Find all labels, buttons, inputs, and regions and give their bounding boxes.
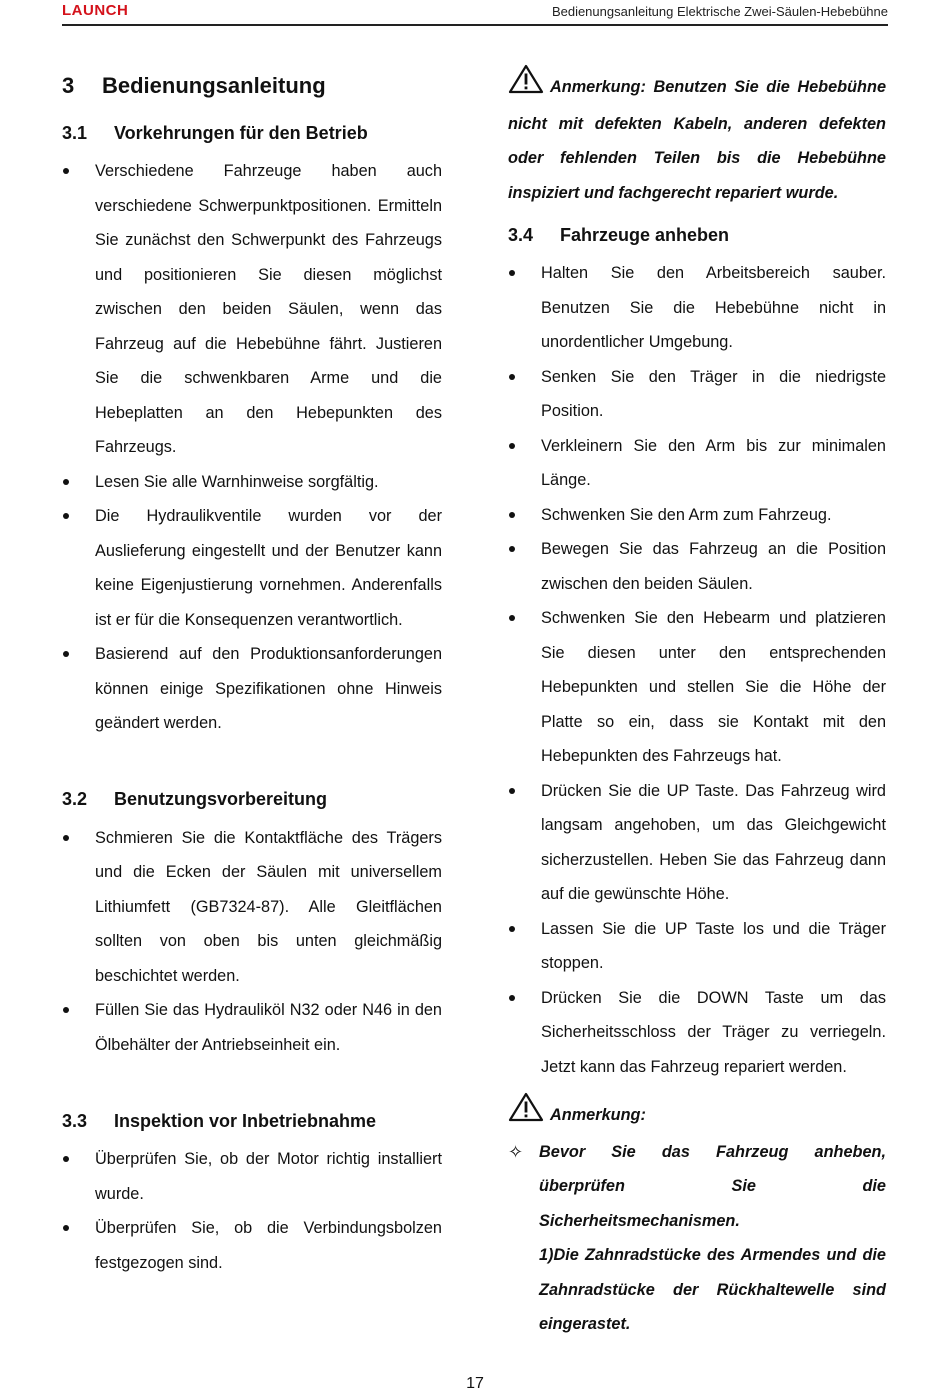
- list-item: Lesen Sie alle Warnhinweise sorgfältig.: [62, 465, 442, 500]
- section-title: Inspektion vor Inbetriebnahme: [114, 1110, 377, 1131]
- note-label: Anmerkung:: [550, 1106, 646, 1124]
- list-item: Halten Sie den Arbeitsbereich sauber. Benutzen Sie die Hebebühne nicht in unordentlicher Umgebung.: [508, 256, 886, 360]
- list-item: Drücken Sie die UP Taste. Das Fahrzeug wird langsam angehoben, um das Gleichgewicht sicherzustellen. Heben Sie das Fahrzeug dann auf die gewünschte Höhe.: [508, 774, 886, 912]
- header-title: Bedienungsanleitung Elektrische Zwei-Säulen-Hebebühne: [551, 4, 888, 19]
- list-item: Verkleinern Sie den Arm bis zur minimalen Länge.: [508, 429, 886, 498]
- list-item: Verschiedene Fahrzeuge haben auch verschiedene Schwerpunktpositionen. Ermitteln Sie zunächst den Schwerpunkt des Fahrzeugs und positionieren Sie diesen möglichst zwischen den beiden Säulen, wenn das Fahrzeug auf die Hebebühne fährt. Justieren Sie die schwenkbaren Arme und die Hebeplatten an den Hebepunkten des Fahrzeugs.: [62, 154, 442, 465]
- warning-icon: [508, 1092, 544, 1135]
- chapter-title: Bedienungsanleitung: [102, 73, 326, 98]
- chapter-number: 3: [62, 73, 75, 98]
- section-heading-3-3: [62, 1104, 442, 1138]
- bullet-list-3-1: [62, 154, 442, 741]
- section-title: Fahrzeuge anheben: [560, 224, 730, 245]
- section-number: 3.2: [62, 789, 88, 809]
- list-item: Füllen Sie das Hydrauliköl N32 oder N46 in den Ölbehälter der Antriebseinheit ein.: [62, 993, 442, 1062]
- bullet-list-3-3: [62, 1142, 442, 1280]
- note-subitem-text: 1)Die Zahnradstücke des Armendes und die Zahnradstücke der Rückhaltewelle sind eingerastet.: [539, 1246, 886, 1333]
- list-item: Überprüfen Sie, ob die Verbindungsbolzen festgezogen sind.: [62, 1211, 442, 1280]
- section-heading-3-2: [62, 783, 442, 817]
- bullet-list-3-2: [62, 821, 442, 1063]
- page-number: 17: [466, 1375, 484, 1392]
- section-number: 3.1: [62, 122, 88, 143]
- list-item: Senken Sie den Träger in die niedrigste Position.: [508, 360, 886, 429]
- section-number: 3.3: [62, 1110, 88, 1131]
- page-header: [62, 0, 888, 26]
- diamond-bullet-icon: ✧: [508, 1141, 524, 1162]
- section-heading-3-4: [508, 218, 886, 252]
- section-title: Vorkehrungen für den Betrieb: [114, 122, 368, 143]
- chapter-heading: [62, 66, 442, 106]
- list-item: Schwenken Sie den Hebearm und platzieren Sie diesen unter den entsprechenden Hebepunkten und stellen Sie die Höhe der Platte so ein, dass sie Kontakt mit den Hebepunkten des Fahrzeugs hat.: [508, 601, 886, 774]
- section-heading-3-1: [62, 116, 442, 150]
- list-item: Schmieren Sie die Kontaktfläche des Trägers und die Ecken der Säulen mit universellem Lithiumfett (GB7324-87). Alle Gleitflächen sollten von oben bis unten gleichmäßig beschichtet werden.: [62, 821, 442, 994]
- list-item: Schwenken Sie den Arm zum Fahrzeug.: [508, 498, 886, 533]
- note-list: [508, 1135, 886, 1342]
- warning-icon: [508, 64, 544, 107]
- note-block-2: [508, 1092, 886, 1135]
- note-item-text: Bevor Sie das Fahrzeug anheben, überprüfen Sie die Sicherheitsmechanismen.: [539, 1142, 886, 1230]
- list-item: Lassen Sie die UP Taste los und die Träger stoppen.: [508, 912, 886, 981]
- bullet-list-3-4: [508, 256, 886, 1084]
- list-item: Basierend auf den Produktionsanforderungen können einige Spezifikationen ohne Hinweis geändert werden.: [62, 637, 442, 741]
- list-item: Die Hydraulikventile wurden vor der Auslieferung eingestellt und der Benutzer kann keine Eigenjustierung vornehmen. Anderenfalls ist er für die Konsequenzen verantwortlich.: [62, 499, 442, 637]
- section-number: 3.4: [508, 224, 534, 245]
- right-column: [508, 64, 886, 1342]
- list-item: [508, 1135, 886, 1342]
- list-item: Überprüfen Sie, ob der Motor richtig installiert wurde.: [62, 1142, 442, 1211]
- note-text: Anmerkung: Benutzen Sie die Hebebühne nicht mit defekten Kabeln, anderen defekten oder fehlenden Teilen bis die Hebebühne inspiziert und fachgerecht repariert wurde.: [508, 78, 886, 202]
- launch-logo: LAUNCH: [62, 2, 129, 19]
- section-title: Benutzungsvorbereitung: [114, 789, 328, 809]
- list-item: Bewegen Sie das Fahrzeug an die Position zwischen den beiden Säulen.: [508, 532, 886, 601]
- left-column: [62, 60, 442, 1280]
- list-item: Drücken Sie die DOWN Taste um das Sicherheitsschloss der Träger zu verriegeln. Jetzt kann das Fahrzeug repariert werden.: [508, 981, 886, 1085]
- note-block-1: [508, 64, 886, 210]
